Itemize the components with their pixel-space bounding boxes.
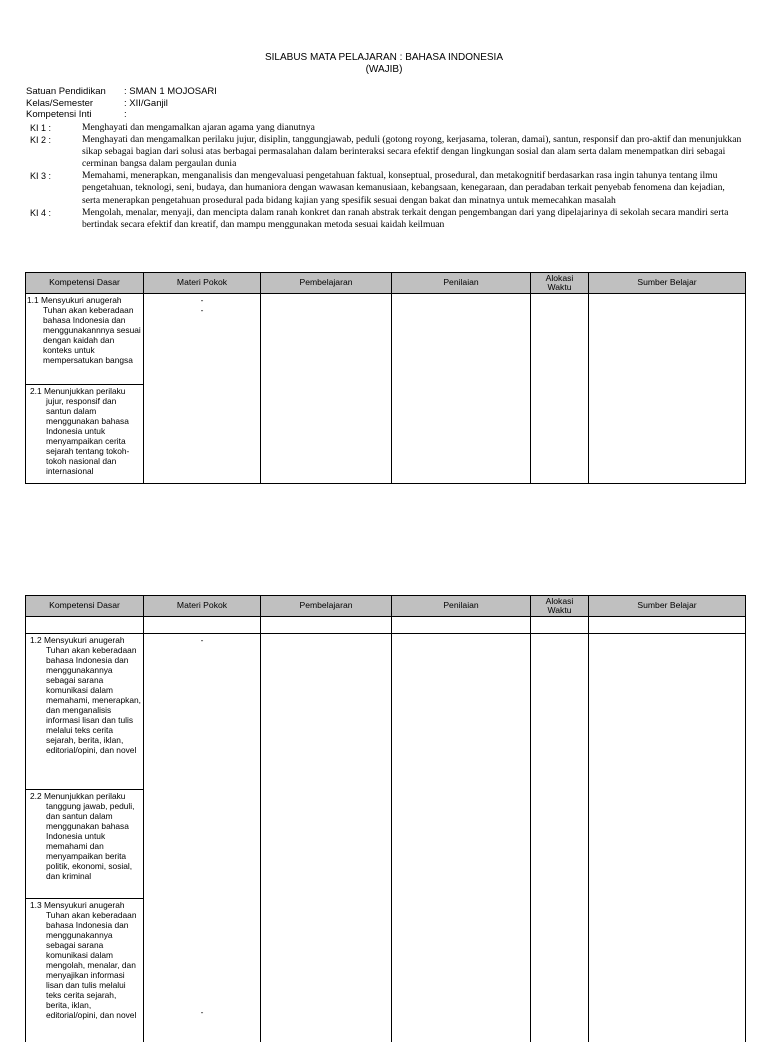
materi-dash: -: [144, 1007, 260, 1017]
table-header-row: [26, 596, 746, 617]
kd-text: 2.2 Menunjukkan perilaku tanggung jawab, peduli, dan santun dalam menggunakan bahasa Indonesia untuk memahami dan menyampaikan berita politik, ekonomi, sosial, dan kriminal: [30, 791, 141, 881]
ki-text: Memahami, menerapkan, menganalisis dan mengevaluasi pengetahuan faktual, konseptual, prosedural, dan metakognitif berdasarkan rasa ingin tahunya tentang ilmu pengetahuan, teknologi, seni, budaya, dan humaniora dengan wawasan kemanusiaan, kebangsaan, kenegaraan, dan peradaban terkait penyebab fenomena dan kejadian, serta menerapkan pengetahuan prosedural pada bidang kajian yang spesifik sesuai dengan bakat dan minatnya untuk memecahkan masalah: [82, 170, 742, 206]
table-row: [26, 294, 746, 484]
meta-row-kelas: [26, 98, 217, 110]
kompetensi-inti-list: [30, 122, 742, 231]
meta-value: : SMAN 1 MOJOSARI: [124, 86, 217, 97]
ki-code: KI 2 :: [30, 134, 82, 170]
empty-cell: [261, 617, 392, 634]
table-row-empty: [26, 617, 746, 634]
penilaian-cell: [392, 634, 531, 1042]
empty-cell: [531, 617, 589, 634]
kd-text: 1.3 Mensyukuri anugerah Tuhan akan keberadaan bahasa Indonesia dan menggunakannya sebagai sarana komunikasi dalam mengolah, menalar, dan menyajikan informasi lisan dan tulis melalui teks cerita sejarah, berita, iklan, editorial/opini, dan novel: [30, 900, 141, 1020]
kd-item: [26, 384, 143, 483]
sumber-cell: [589, 294, 746, 484]
ki-code: KI 3 :: [30, 170, 82, 206]
materi-dash: -: [144, 305, 260, 315]
materi-dash: -: [144, 634, 260, 645]
ki-item: [30, 122, 742, 134]
col-header-materi: Materi Pokok: [144, 273, 261, 294]
subtitle-line: (WAJIB): [0, 64, 768, 76]
meta-value: : XII/Ganjil: [124, 98, 168, 109]
syllabus-table-2: [25, 595, 746, 1042]
kd-item: [26, 789, 143, 898]
title-line: SILABUS MATA PELAJARAN : BAHASA INDONESIA: [0, 52, 768, 64]
col-header-alokasi: Alokasi Waktu: [531, 596, 589, 617]
meta-row-satuan: [26, 86, 217, 98]
penilaian-cell: [392, 294, 531, 484]
kd-text: 1.2 Mensyukuri anugerah Tuhan akan keberadaan bahasa Indonesia dan menggunakannya sebagai sarana komunikasi dalam memahami, menerapkan, dan menganalisis informasi lisan dan tulis melalui teks cerita sejarah, berita, iklan, editorial/opini, dan novel: [30, 635, 141, 755]
meta-label: Satuan Pendidikan: [26, 86, 124, 98]
kd-text: 2.1 Menunjukkan perilaku jujur, responsif dan santun dalam menggunakan bahasa Indonesia untuk menyampaikan cerita sejarah tentang tokoh-tokoh nasional dan internasional: [30, 386, 141, 476]
empty-cell: [392, 617, 531, 634]
syllabus-table-1: [25, 272, 746, 484]
ki-text: Menghayati dan mengamalkan perilaku jujur, disiplin, tanggungjawab, peduli (gotong royong, kerjasama, toleran, damai), santun, responsif dan pro-aktif dan menunjukkan sikap sebagai bagian dari solusi atas berbagai permasalahan dalam berinteraksi secara efektif dengan lingkungan sosial dan alam serta dalam menempatkan diri sebagai cerminan bangsa dalam pergaulan dunia: [82, 134, 742, 170]
ki-code: KI 4 :: [30, 207, 82, 231]
pembelajaran-cell: [261, 634, 392, 1042]
empty-cell: [144, 617, 261, 634]
col-header-materi: Materi Pokok: [144, 596, 261, 617]
empty-cell: [26, 617, 144, 634]
col-header-alokasi: Alokasi Waktu: [531, 273, 589, 294]
kd-cell: [26, 294, 144, 484]
col-header-kd: Kompetensi Dasar: [26, 273, 144, 294]
document-title: [0, 52, 768, 76]
ki-code: KI 1 :: [30, 122, 82, 134]
alokasi-cell: [531, 294, 589, 484]
ki-text: Mengolah, menalar, menyaji, dan mencipta dalam ranah konkret dan ranah abstrak terkait dengan pengembangan dari yang dipelajarinya di sekolah secara mandiri serta bertindak secara efektif dan kreatif, dan mampu menggunakan metoda sesuai kaidah keilmuan: [82, 207, 742, 231]
sumber-cell: [589, 634, 746, 1042]
col-header-sumber: Sumber Belajar: [589, 273, 746, 294]
kd-text: 1.1 Mensyukuri anugerah Tuhan akan keberadaan bahasa Indonesia dan menggunakannnya sesuai dengan kaidah dan konteks untuk mempersatukan bangsa: [27, 295, 141, 365]
ki-item: [30, 170, 742, 206]
table-row: [26, 634, 746, 1042]
ki-item: [30, 207, 742, 231]
table-header-row: [26, 273, 746, 294]
ki-item: [30, 134, 742, 170]
meta-value: :: [124, 109, 127, 120]
ki-text: Menghayati dan mengamalkan ajaran agama yang dianutnya: [82, 122, 742, 134]
meta-label: Kompetensi Inti: [26, 109, 124, 121]
col-header-sumber: Sumber Belajar: [589, 596, 746, 617]
meta-row-ki: [26, 109, 217, 121]
col-header-pembelajaran: Pembelajaran: [261, 596, 392, 617]
kd-cell: [26, 634, 144, 1042]
empty-cell: [589, 617, 746, 634]
col-header-pembelajaran: Pembelajaran: [261, 273, 392, 294]
materi-dash: -: [144, 294, 260, 305]
pembelajaran-cell: [261, 294, 392, 484]
materi-cell: [144, 294, 261, 484]
document-meta: [26, 86, 217, 121]
alokasi-cell: [531, 634, 589, 1042]
meta-label: Kelas/Semester: [26, 98, 124, 110]
col-header-penilaian: Penilaian: [392, 273, 531, 294]
kd-item: [26, 898, 143, 1042]
col-header-penilaian: Penilaian: [392, 596, 531, 617]
materi-cell: [144, 634, 261, 1042]
col-header-kd: Kompetensi Dasar: [26, 596, 144, 617]
kd-item: [26, 294, 143, 384]
kd-item: [26, 634, 143, 789]
